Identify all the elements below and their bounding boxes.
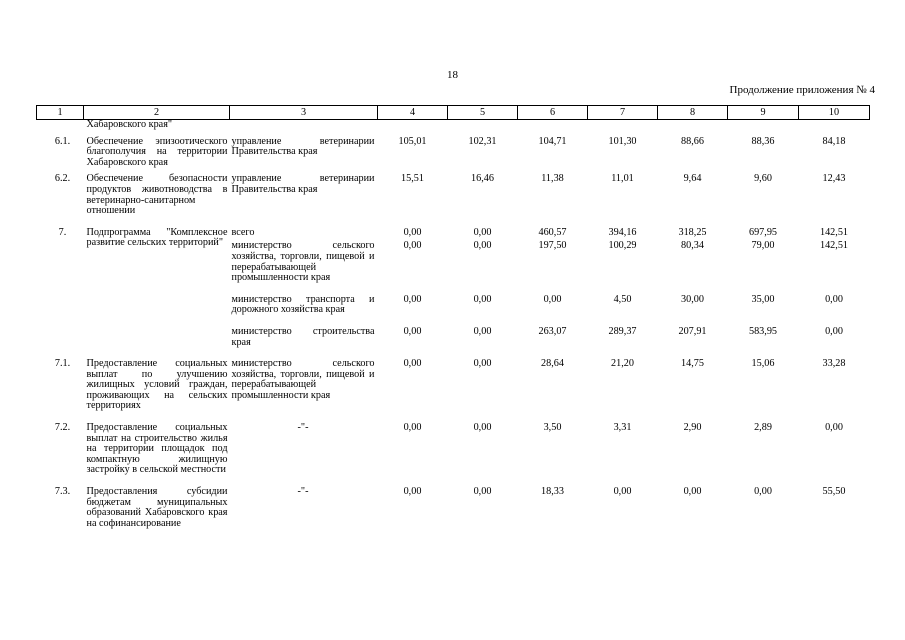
measure-name: Хабаровского края" [86, 119, 173, 130]
responsible-org: управление ветеринарии Правительства края [231, 173, 375, 195]
responsible-org: министерство строительства края [231, 325, 375, 348]
measure-name: Подпрограмма "Комплексное развитие сельских территорий" [86, 226, 228, 249]
value-cell: 207,91 [678, 325, 707, 337]
column-header: 3 [230, 106, 378, 120]
value-cell: 0,00 [825, 422, 843, 434]
value-cell: 79,00 [751, 240, 775, 252]
value-cell: 263,07 [538, 325, 567, 337]
value-cell: 197,50 [538, 240, 567, 252]
row-number: 6.1. [54, 135, 71, 147]
value-cell: 88,36 [751, 135, 775, 147]
value-cell: 105,01 [398, 135, 427, 147]
page-number: 18 [447, 69, 458, 81]
value-cell: 9,60 [754, 173, 772, 185]
value-cell: 0,00 [473, 226, 492, 238]
table-row [37, 120, 870, 137]
column-header: 2 [84, 106, 230, 120]
value-cell: 0,00 [403, 422, 422, 434]
value-cell: 84,18 [822, 135, 846, 147]
value-cell: 0,00 [403, 325, 422, 337]
column-header: 9 [728, 106, 799, 120]
value-cell: 15,51 [401, 173, 424, 185]
value-cell: 0,00 [473, 486, 492, 498]
responsible-org: министерство сельского хозяйства, торговли, пищевой и перерабатывающей промышленности края [231, 240, 375, 284]
value-cell: 2,89 [754, 422, 772, 434]
table-row [37, 228, 870, 242]
measure-name: Предоставление социальных выплат на строительство жилья на территории площадок под компактную жилищную застройку в сельской местности [86, 422, 228, 476]
value-cell: 14,75 [681, 358, 704, 370]
budget-table [36, 105, 870, 529]
value-cell: 583,95 [748, 325, 777, 337]
row-number: 6.2. [54, 173, 71, 185]
measure-name: Предоставление социальных выплат по улучшению жилищных условий граждан, проживающих на сельских территориях [86, 358, 228, 412]
value-cell: 28,64 [541, 358, 564, 370]
row-number: 7. [58, 226, 67, 238]
row-number [37, 120, 84, 137]
value-cell: 0,00 [473, 240, 492, 252]
value-cell [518, 120, 588, 137]
table-row [37, 359, 870, 423]
value-cell: 3,50 [543, 422, 562, 434]
value-cell: 15,06 [751, 358, 775, 370]
responsible-org [230, 120, 378, 137]
value-cell [799, 120, 870, 137]
value-cell [448, 120, 518, 137]
measure-name: Предоставления субсидии бюджетам муниципальных образований Хабаровского края на софинансирование [86, 486, 228, 529]
value-cell: 33,28 [822, 358, 846, 370]
value-cell: 0,00 [825, 293, 843, 305]
responsible-org: -"- [297, 422, 309, 434]
value-cell: 2,90 [683, 422, 702, 434]
value-cell: 142,51 [819, 240, 848, 252]
value-cell: 21,20 [611, 358, 634, 370]
value-cell: 9,64 [683, 173, 702, 185]
value-cell: 100,29 [608, 240, 637, 252]
value-cell: 460,57 [538, 226, 567, 238]
value-cell [658, 120, 728, 137]
value-cell: 0,00 [403, 293, 422, 305]
responsible-org: всего [231, 226, 255, 238]
value-cell: 289,37 [608, 325, 637, 337]
value-cell: 80,34 [681, 240, 704, 252]
value-cell: 104,71 [538, 135, 567, 147]
column-header: 7 [588, 106, 658, 120]
value-cell: 11,01 [611, 173, 634, 185]
value-cell: 0,00 [403, 486, 422, 498]
value-cell: 0,00 [473, 358, 492, 370]
value-cell: 0,00 [613, 486, 632, 498]
appendix-continuation-note: Продолжение приложения № 4 [729, 84, 875, 96]
value-cell: 12,43 [822, 173, 846, 185]
value-cell: 142,51 [819, 226, 848, 238]
responsible-org: управление ветеринарии Правительства края [231, 135, 375, 158]
value-cell: 697,95 [748, 226, 777, 238]
measure-name: Обеспечение безопасности продуктов животноводства в ветеринарно-санитарном отношении [86, 173, 228, 217]
value-cell: 55,50 [822, 486, 846, 498]
value-cell: 0,00 [543, 293, 562, 305]
responsible-org: -"- [297, 486, 309, 498]
value-cell: 0,00 [473, 293, 492, 305]
value-cell: 0,00 [403, 226, 422, 238]
value-cell [378, 120, 448, 137]
value-cell: 0,00 [825, 325, 843, 337]
column-header: 5 [448, 106, 518, 120]
value-cell: 0,00 [403, 358, 422, 370]
value-cell: 16,46 [471, 173, 494, 185]
value-cell: 30,00 [681, 293, 704, 305]
responsible-org: министерство транспорта и дорожного хозяйства края [231, 293, 375, 316]
value-cell: 0,00 [473, 422, 492, 434]
value-cell [728, 120, 799, 137]
row-number: 7.2. [54, 422, 71, 434]
row-number: 7.3. [54, 486, 71, 498]
value-cell: 102,31 [468, 135, 497, 147]
value-cell: 88,66 [681, 135, 704, 147]
value-cell: 4,50 [613, 293, 632, 305]
row-number: 7.1. [54, 358, 71, 370]
column-header: 1 [37, 106, 84, 120]
value-cell: 0,00 [473, 325, 492, 337]
value-cell: 0,00 [683, 486, 702, 498]
value-cell: 0,00 [754, 486, 772, 498]
value-cell [588, 120, 658, 137]
table-row [37, 137, 870, 175]
table-row [37, 487, 870, 529]
value-cell: 35,00 [751, 293, 775, 305]
value-cell: 11,38 [541, 173, 564, 185]
value-cell: 318,25 [678, 226, 707, 238]
table-row [37, 423, 870, 487]
column-header: 4 [378, 106, 448, 120]
table-row [37, 174, 870, 227]
value-cell: 101,30 [608, 135, 637, 147]
value-cell: 0,00 [403, 240, 422, 252]
value-cell: 18,33 [541, 486, 564, 498]
value-cell: 394,16 [608, 226, 637, 238]
column-header: 6 [518, 106, 588, 120]
column-number-header [37, 106, 870, 120]
responsible-org: министерство сельского хозяйства, торговли, пищевой и перерабатывающей промышленности края [231, 358, 375, 401]
column-header: 8 [658, 106, 728, 120]
measure-name: Обеспечение эпизоотического благополучия на территории Хабаровского края [86, 135, 228, 168]
column-header: 10 [799, 106, 870, 120]
value-cell: 3,31 [613, 422, 632, 434]
